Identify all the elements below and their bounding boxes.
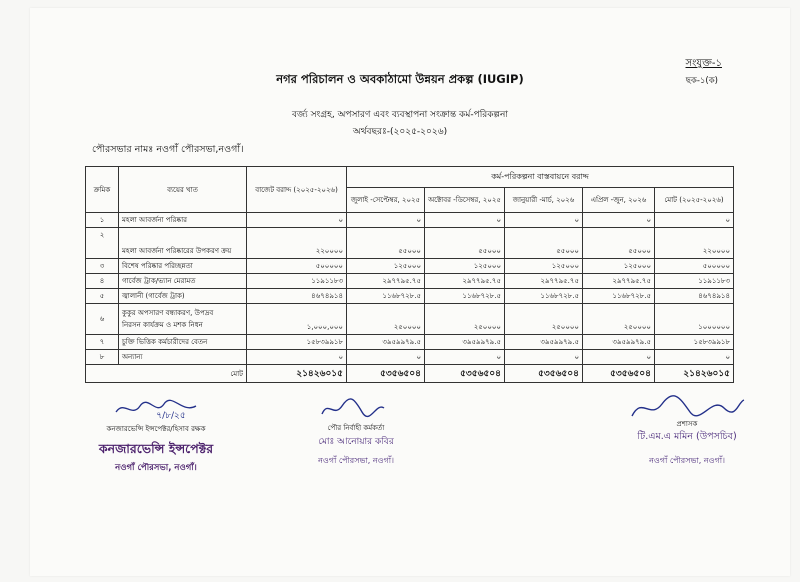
cell-serial: ৭ — [86, 335, 119, 350]
cell-total: ৫০০০০০ — [655, 259, 734, 274]
cell-q2: ২৫০০০০ — [425, 304, 505, 335]
cell-q2: ৫৫০০০ — [425, 228, 505, 259]
cell-q1: ২৯৭৭৯৫.৭৫ — [347, 274, 425, 289]
cell-q1: ১২৫০০০ — [347, 259, 425, 274]
cell-item-line1: কুকুর অপসারণ বন্ধাকরণ, উপদ্রব — [122, 309, 214, 317]
cell-q4: ৫৫০০০ — [583, 228, 655, 259]
cell-q4: ০ — [583, 213, 655, 228]
cell-q1: ০ — [347, 350, 425, 365]
document-subtitle: বর্জ্য সংগ্রহ, অপসারণ এবং ব্যবস্থাপনা সংক্রান্ত কর্ম-পরিকল্পনা — [292, 110, 508, 120]
middle-stamp-name: মোঃ আনোয়ার কবির — [318, 437, 394, 447]
total-q1: ৫৩৫৬৫০৪ — [347, 365, 425, 383]
middle-stamp-office: নওগাঁ পৌরসভা, নওগাঁ। — [318, 456, 394, 465]
form-label: ছক-১(ক) — [685, 76, 718, 86]
table-row — [86, 304, 734, 335]
cell-q3: ০ — [505, 350, 583, 365]
cell-serial: ১ — [86, 213, 119, 228]
cell-item: জ্বালানী (গার্বেজ ট্রাক) — [119, 289, 247, 304]
cell-total: ১৫৮৩৯৯১৮ — [655, 335, 734, 350]
header-q2: অক্টোবর -ডিসেম্বর, ২০২৫ — [425, 188, 505, 213]
total-total: ২১৪২৬০১৫ — [655, 365, 734, 383]
right-signature-block — [612, 418, 762, 468]
cell-budget: ১৫৮৩৯৯১৮ — [247, 335, 347, 350]
header-serial: ক্রমিক — [86, 167, 119, 213]
cell-total: ২২০০০০ — [655, 228, 734, 259]
cell-q1: ১১৬৮৭২৮.৫ — [347, 289, 425, 304]
cell-q2: ০ — [425, 350, 505, 365]
cell-q3: ৫৫০০০ — [505, 228, 583, 259]
cell-total: ০ — [655, 350, 734, 365]
cell-q1: ৫৫০০০ — [347, 228, 425, 259]
cell-budget: ০ — [247, 350, 347, 365]
header-budget: বাজেট বরাদ্দ (২০২৫-২০২৬) — [247, 167, 347, 213]
cell-budget: ০ — [247, 213, 347, 228]
cell-serial: ২ — [86, 228, 119, 259]
cell-q1: ৩৯৫৯৯৭৯.৫ — [347, 335, 425, 350]
cell-serial: ৩ — [86, 259, 119, 274]
cell-q1: ২৫০০০০ — [347, 304, 425, 335]
header-total: মোট (২০২৫-২০২৬) — [655, 188, 734, 213]
right-stamp-name: টি.এম.এ মমিন (উপসচিব) — [637, 431, 737, 442]
header-q4: এপ্রিল -জুন, ২০২৬ — [583, 188, 655, 213]
total-q3: ৫৩৫৬৫০৪ — [505, 365, 583, 383]
cell-serial: ৪ — [86, 274, 119, 289]
cell-q3: ২৫০০০০ — [505, 304, 583, 335]
table-row — [86, 350, 734, 365]
cell-q2: ১১৬৮৭২৮.৫ — [425, 289, 505, 304]
cell-total: ০ — [655, 213, 734, 228]
left-stamp-role: কনজারভেন্সি ইন্সপেক্টর — [98, 441, 214, 456]
cell-total: ৪৬৭৪৯১৪ — [655, 289, 734, 304]
total-q2: ৫৩৫৬৫০৪ — [425, 365, 505, 383]
table-row — [86, 289, 734, 304]
cell-q1: ০ — [347, 213, 425, 228]
left-signature-date: ৭/৮/২৫ — [156, 411, 186, 421]
table-row — [86, 228, 734, 259]
cell-q4: ০ — [583, 350, 655, 365]
work-plan-table — [85, 166, 734, 383]
total-q4: ৫৩৫৬৫০৪ — [583, 365, 655, 383]
cell-q4: ২৫০০০০ — [583, 304, 655, 335]
cell-total: ১১৯১১৮৩ — [655, 274, 734, 289]
middle-signature-block — [296, 422, 416, 468]
fiscal-year: অর্থবছরঃ-(২০২৫-২০২৬) — [352, 127, 448, 137]
cell-q3: ২৯৭৭৯৫.৭৫ — [505, 274, 583, 289]
cell-item: মহলা আবর্জনা পরিষ্কার — [119, 213, 247, 228]
table-row — [86, 335, 734, 350]
document-title: নগর পরিচালন ও অবকাঠামো উন্নয়ন প্রকল্প (IUGIP) — [276, 72, 524, 86]
left-stamp-office: নওগাঁ পৌরসভা, নওগাঁ। — [115, 463, 197, 473]
cell-q2: ০ — [425, 213, 505, 228]
municipality-name: পৌরসভার নামঃ নওগাঁ পৌরসভা,নওগাঁ। — [92, 144, 244, 155]
left-signature-role: কনজারভেন্সি ইন্সপেক্টর/হিসাব রক্ষক — [106, 425, 206, 433]
header-allocation-group: কর্ম-পরিকল্পনা বাস্তবায়নে বরাদ্দ — [347, 167, 734, 188]
cell-item-line2: নিরসন কার্যক্রম ও মশক নিধন — [122, 321, 203, 329]
total-budget: ২১৪২৬০১৫ — [247, 365, 347, 383]
total-label: মোট — [86, 365, 247, 383]
table-row — [86, 274, 734, 289]
cell-q3: ১১৬৮৭২৮.৫ — [505, 289, 583, 304]
cell-budget: ৫০০০০০ — [247, 259, 347, 274]
cell-q2: ৩৯৫৯৯৭৯.৫ — [425, 335, 505, 350]
cell-q4: ৩৯৫৯৯৭৯.৫ — [583, 335, 655, 350]
header-q1: জুলাই -সেপ্টেম্বর, ২০২৫ — [347, 188, 425, 213]
cell-q4: ১১৬৮৭২৮.৫ — [583, 289, 655, 304]
header-item: ব্যয়ের খাত — [119, 167, 247, 213]
middle-signature-scribble — [318, 396, 388, 420]
right-signature-role: প্রশাসক — [676, 420, 698, 428]
cell-q2: ২৯৭৭৯৫.৭৫ — [425, 274, 505, 289]
cell-q3: ০ — [505, 213, 583, 228]
table-row — [86, 213, 734, 228]
cell-item — [119, 304, 247, 335]
cell-item: অন্যান্য — [119, 350, 247, 365]
cell-serial: ৫ — [86, 289, 119, 304]
right-stamp-office: নওগাঁ পৌরসভা, নওগাঁ। — [649, 456, 725, 465]
middle-signature-role: পৌর নির্বাহী কর্মকর্তা — [327, 424, 385, 432]
cell-item: গার্বেজ ট্রাক/ভ্যান মেরামত — [119, 274, 247, 289]
cell-item: চুক্তি ভিত্তিক কর্মচারীদের বেতন — [119, 335, 247, 350]
cell-q3: ১২৫০০০ — [505, 259, 583, 274]
cell-q2: ১২৫০০০ — [425, 259, 505, 274]
cell-budget: ২২০০০০ — [247, 228, 347, 259]
total-row — [86, 365, 734, 383]
cell-budget: ১১৯১১৮৩ — [247, 274, 347, 289]
cell-q4: ২৯৭৭৯৫.৭৫ — [583, 274, 655, 289]
cell-item: বিশেষ পরিষ্কার পরিচ্ছন্নতা — [119, 259, 247, 274]
cell-serial: ৮ — [86, 350, 119, 365]
cell-total: ১০০০০০০ — [655, 304, 734, 335]
annex-label: সংযুক্ত-১ — [685, 58, 722, 69]
left-signature-block — [86, 408, 226, 475]
cell-q4: ১২৫০০০ — [583, 259, 655, 274]
cell-item: মহলা আবর্জনা পরিষ্কারের উপকরণ ক্রয় — [119, 228, 247, 259]
table-row — [86, 259, 734, 274]
header-q3: জানুয়ারী -মার্চ, ২০২৬ — [505, 188, 583, 213]
cell-q3: ৩৯৫৯৯৭৯.৫ — [505, 335, 583, 350]
cell-serial: ৬ — [86, 304, 119, 335]
cell-budget: ১,০০০,০০০ — [247, 304, 347, 335]
cell-budget: ৪৬৭৪৯১৪ — [247, 289, 347, 304]
